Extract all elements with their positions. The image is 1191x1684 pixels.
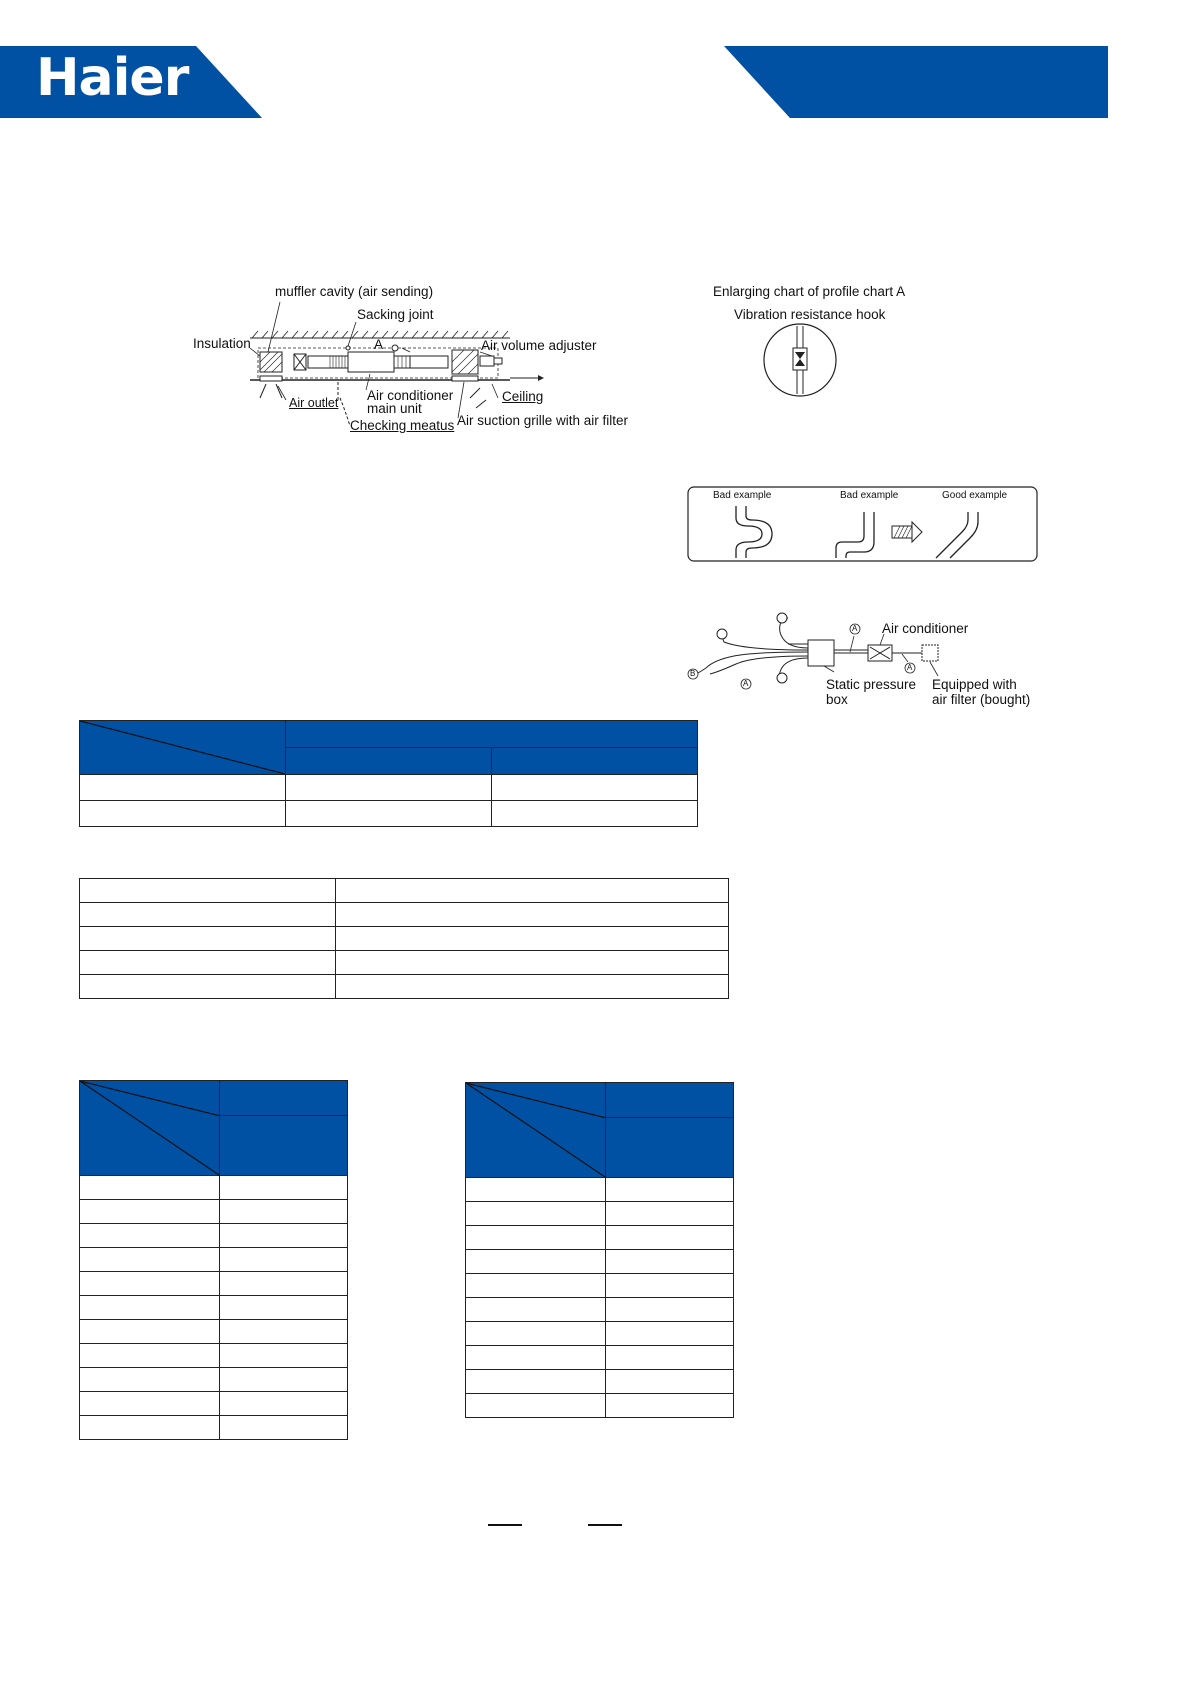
table-2	[79, 878, 729, 999]
table-4-sub-header	[606, 1118, 734, 1178]
table-row	[80, 801, 698, 827]
label-ceiling: Ceiling	[502, 389, 544, 404]
table-row	[80, 1320, 348, 1344]
table-row	[466, 1298, 734, 1322]
table-row	[80, 1176, 348, 1200]
table-3-corner-header	[80, 1081, 220, 1176]
label-air-volume: Air volume adjuster	[481, 338, 597, 353]
label-bad-example-2: Bad example	[840, 490, 899, 501]
page-footer-rule-left	[488, 1524, 522, 1526]
label-ac-main-1: Air conditioner	[367, 388, 454, 403]
brand-logo: Haier	[36, 48, 189, 108]
table-row	[466, 1346, 734, 1370]
label-a-mark: A	[374, 337, 384, 352]
table-1-col-header	[286, 748, 492, 775]
table-row	[80, 775, 698, 801]
table-row	[80, 879, 729, 903]
table-1-col-header	[492, 748, 698, 775]
table-3	[79, 1080, 348, 1440]
vibration-hook-icon	[760, 322, 842, 398]
table-3-col-header	[220, 1081, 348, 1116]
mark-b: B	[690, 669, 696, 678]
table-row	[466, 1370, 734, 1394]
hook-chart-title: Enlarging chart of profile chart A	[713, 284, 906, 299]
table-row	[80, 903, 729, 927]
table-1-group-header	[286, 721, 698, 748]
label-checking: Checking meatus	[350, 418, 455, 433]
hook-chart-subtitle: Vibration resistance hook	[734, 307, 886, 322]
page-footer-rule-right	[588, 1524, 622, 1526]
table-row	[80, 951, 729, 975]
mark-a-1: A	[852, 624, 858, 633]
label-insulation: Insulation	[193, 336, 251, 351]
table-row	[80, 927, 729, 951]
label-filter-1: Equipped with	[932, 677, 1017, 692]
table-row	[466, 1202, 734, 1226]
label-suction: Air suction grille with air filter	[457, 413, 629, 428]
table-3-sub-header	[220, 1116, 348, 1176]
header-banner-right	[720, 0, 1191, 130]
label-muffler: muffler cavity (air sending)	[275, 284, 434, 299]
table-row	[80, 1368, 348, 1392]
label-good-example: Good example	[942, 490, 1008, 501]
mark-a-2: A	[907, 663, 913, 672]
label-bad-example-1: Bad example	[713, 490, 772, 501]
table-row	[80, 1224, 348, 1248]
table-row	[466, 1178, 734, 1202]
table-4-col-header	[606, 1083, 734, 1118]
table-4-corner-header	[466, 1083, 606, 1178]
label-air-outlet: Air outlet	[289, 396, 339, 410]
table-row	[466, 1226, 734, 1250]
table-4	[465, 1082, 734, 1418]
table-row	[80, 1296, 348, 1320]
table-row	[466, 1250, 734, 1274]
table-row	[80, 1272, 348, 1296]
label-static-1: Static pressure	[826, 677, 917, 692]
label-static-2: box	[826, 692, 848, 707]
table-1	[79, 720, 698, 827]
label-ac-main-2: main unit	[367, 401, 422, 416]
table-row	[80, 1416, 348, 1440]
table-row	[466, 1274, 734, 1298]
table-row	[80, 975, 729, 999]
table-1-corner-header	[80, 721, 286, 775]
mark-a-3: A	[743, 679, 749, 688]
label-filter-2: air filter (bought)	[932, 692, 1031, 707]
label-air-conditioner: Air conditioner	[882, 621, 969, 636]
table-row	[80, 1248, 348, 1272]
table-row	[80, 1200, 348, 1224]
label-sacking: Sacking joint	[357, 307, 434, 322]
table-row	[466, 1394, 734, 1418]
table-row	[80, 1392, 348, 1416]
table-row	[80, 1344, 348, 1368]
table-row	[466, 1322, 734, 1346]
